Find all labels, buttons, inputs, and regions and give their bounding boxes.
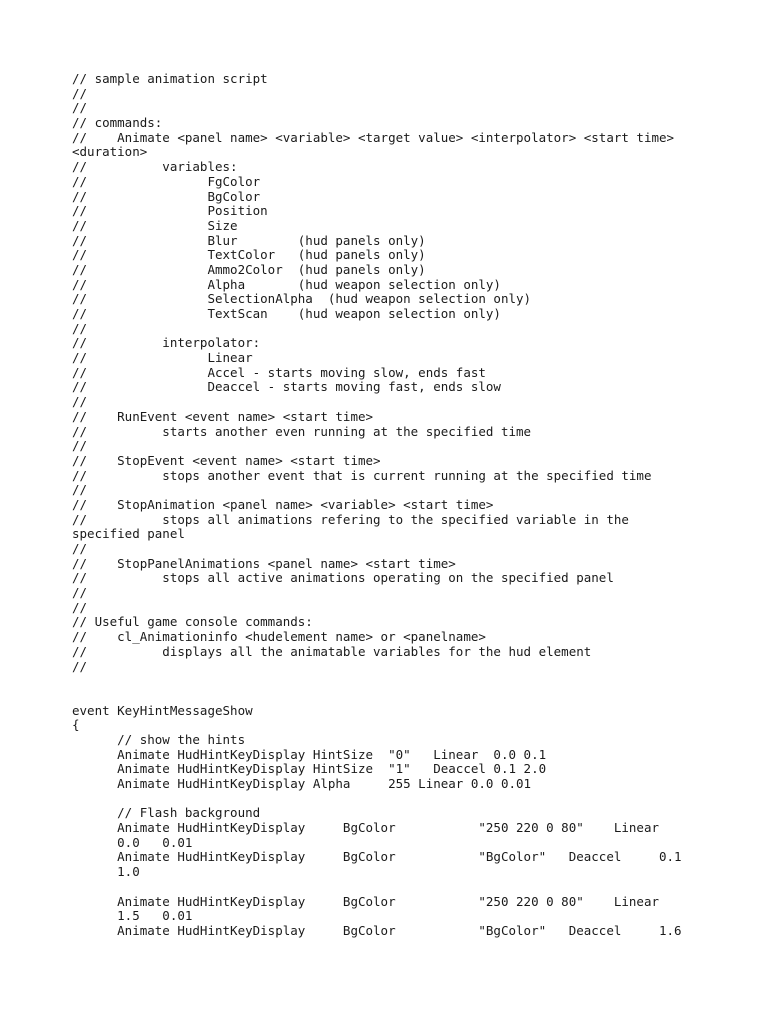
script-line: // TextColor (hud panels only) [72,247,426,263]
script-line: // starts another even running at the specified time [72,423,532,439]
script-line: Animate HudHintKeyDisplay HintSize "0" Linear 0.0 0.1 [72,746,547,762]
script-line: // stops another event that is current running at the specified time [72,467,652,483]
script-line: // [72,658,88,674]
script-line: // Accel - starts moving slow, ends fast [72,364,486,380]
script-line: // Flash background [72,805,261,821]
script-line: // BgColor [72,188,261,204]
script-line: // commands: [72,115,163,131]
script-line: // sample animation script [72,71,268,86]
script-line: // [72,482,88,498]
script-line: // Size [72,217,238,233]
script-line: // [72,320,88,336]
script-line: // [72,541,88,556]
script-line: specified panel [72,526,185,542]
script-line: // stops all active animations operating on the specified panel [72,570,614,586]
script-line: // RunEvent <event name> <start time> [72,408,374,424]
script-text [72,72,722,939]
script-line: Animate HudHintKeyDisplay Alpha 255 Linear 0.0 0.01 [72,776,532,791]
script-line: // Position [72,203,268,219]
script-line: // cl_Animationinfo <hudelement name> or <panelname> [72,629,486,645]
script-line: // stops all animations refering to the specified variable in the [72,511,629,527]
script-line: Animate HudHintKeyDisplay BgColor "250 220 0 80" Linear [72,893,659,909]
script-line: // displays all the animatable variables for the hud element [72,643,592,659]
script-line: // interpolator: [72,335,261,351]
script-line: // TextScan (hud weapon selection only) [72,306,501,321]
script-line: // Ammo2Color (hud panels only) [72,261,426,277]
script-line: // FgColor [72,173,261,189]
script-line [72,880,722,895]
script-line: // Linear [72,350,253,366]
script-line: { [72,717,80,733]
script-line: // [72,599,88,615]
script-line: Animate HudHintKeyDisplay BgColor "250 220 0 80" Linear [72,820,659,836]
script-line: // show the hints [72,731,246,747]
script-line: <duration> [72,144,148,160]
script-line: 1.0 [72,864,140,880]
script-line: // StopAnimation <panel name> <variable> <start time> [72,496,494,512]
script-line: Animate HudHintKeyDisplay BgColor "BgColor" Deaccel 1.6 [72,922,682,938]
script-line: // Deaccel - starts moving fast, ends slow [72,379,501,395]
script-line: 1.5 0.01 [72,908,193,924]
script-line: // variables: [72,159,238,175]
script-line: // [72,100,88,116]
script-line: // Animate <panel name> <variable> <target value> <interpolator> <start time> [72,129,675,145]
script-line [72,674,722,689]
script-line: // Useful game console commands: [72,614,313,630]
script-line: // [72,585,88,601]
script-line: // Blur (hud panels only) [72,232,426,248]
script-line: // [72,85,88,101]
script-line: // StopEvent <event name> <start time> [72,452,381,468]
script-line [72,792,722,807]
script-line: event KeyHintMessageShow [72,702,253,718]
script-line [72,689,722,704]
script-line: Animate HudHintKeyDisplay BgColor "BgColor" Deaccel 0.1 [72,849,682,865]
script-line: 0.0 0.01 [72,834,193,850]
script-line: Animate HudHintKeyDisplay HintSize "1" Deaccel 0.1 2.0 [72,761,547,777]
script-line: // Alpha (hud weapon selection only) [72,276,501,292]
script-line: // SelectionAlpha (hud weapon selection only) [72,291,532,307]
script-line: // [72,438,88,454]
script-line: // [72,394,88,410]
script-line: // StopPanelAnimations <panel name> <start time> [72,555,456,571]
